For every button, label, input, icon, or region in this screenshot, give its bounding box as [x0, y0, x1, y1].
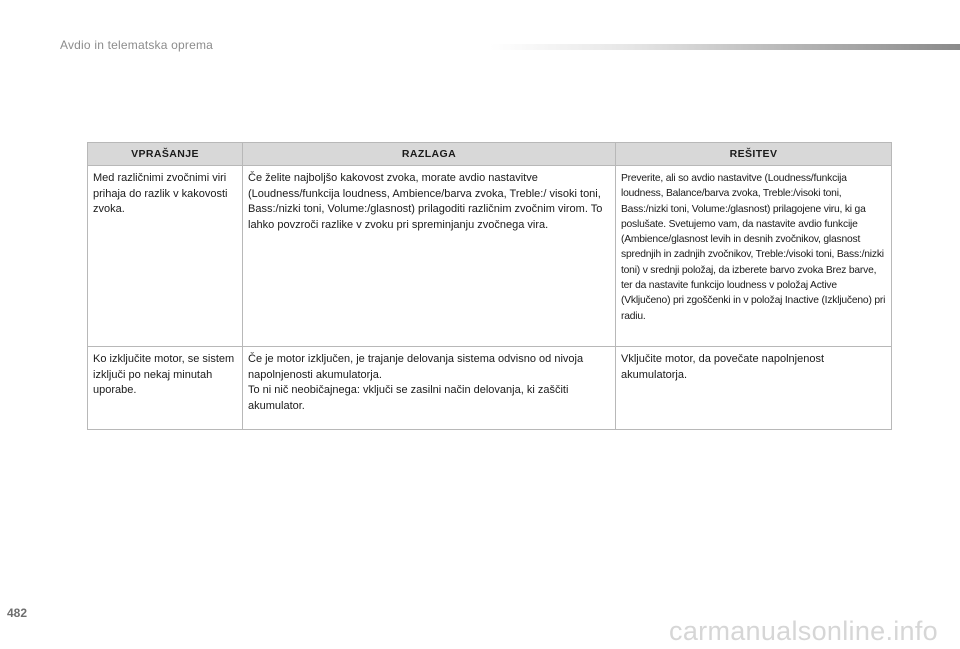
explanation-cell: Če želite najboljšo kakovost zvoka, morate avdio nastavitve (Loudness/funkcija loudness, Ambience/barva zvoka, Treble:/ visoki toni, Bass:/nizki toni, Volume:/glasnost) prilagoditi različnim zvočnim virom. To lahko povzroči razlike v zvoku pri spreminjanju zvočnega vira. — [243, 166, 616, 347]
column-header-explanation: RAZLAGA — [243, 143, 616, 166]
page-number: 482 — [7, 606, 28, 620]
column-header-solution: REŠITEV — [616, 143, 892, 166]
question-cell: Med različnimi zvočnimi viri prihaja do razlik v kakovosti zvoka. — [88, 166, 243, 347]
solution-cell: Vključite motor, da povečate napolnjenost akumulatorja. — [616, 347, 892, 430]
table-row — [88, 166, 892, 347]
table-header-row — [88, 143, 892, 166]
column-header-question: VPRAŠANJE — [88, 143, 243, 166]
solution-cell: Preverite, ali so avdio nastavitve (Loudness/funkcija loudness, Balance/barva zvoka, Treble:/visoki toni, Bass:/nizki toni, Volume:/glasnost) prilagojene viru, ki ga poslušate. Svetujemo vam, da nastavite avdio funkcije (Ambience/glasnost levih in desnih zvočnikov, glasnost sprednjih in zadnjih zvočnikov, Treble:/visoki toni, Bass:/nizki toni) v srednji položaj, da izberete barvo zvoka Brez barve, ter da nastavite funkcijo loudness v položaj Active (Vključeno) pri zgoščenki in v položaj Inactive (Izključeno) pri radiu. — [616, 166, 892, 347]
question-cell: Ko izključite motor, se sistem izključi po nekaj minutah uporabe. — [88, 347, 243, 430]
table-row — [88, 347, 892, 430]
header-gradient-bar — [490, 44, 960, 50]
troubleshooting-table — [87, 142, 892, 430]
section-title: Avdio in telematska oprema — [60, 38, 214, 52]
explanation-cell: Če je motor izključen, je trajanje delovanja sistema odvisno od nivoja napolnjenosti akumulatorja. To ni nič neobičajnega: vključi se zasilni način delovanja, ki zaščiti akumulator. — [243, 347, 616, 430]
watermark: carmanualsonline.info — [669, 616, 938, 646]
